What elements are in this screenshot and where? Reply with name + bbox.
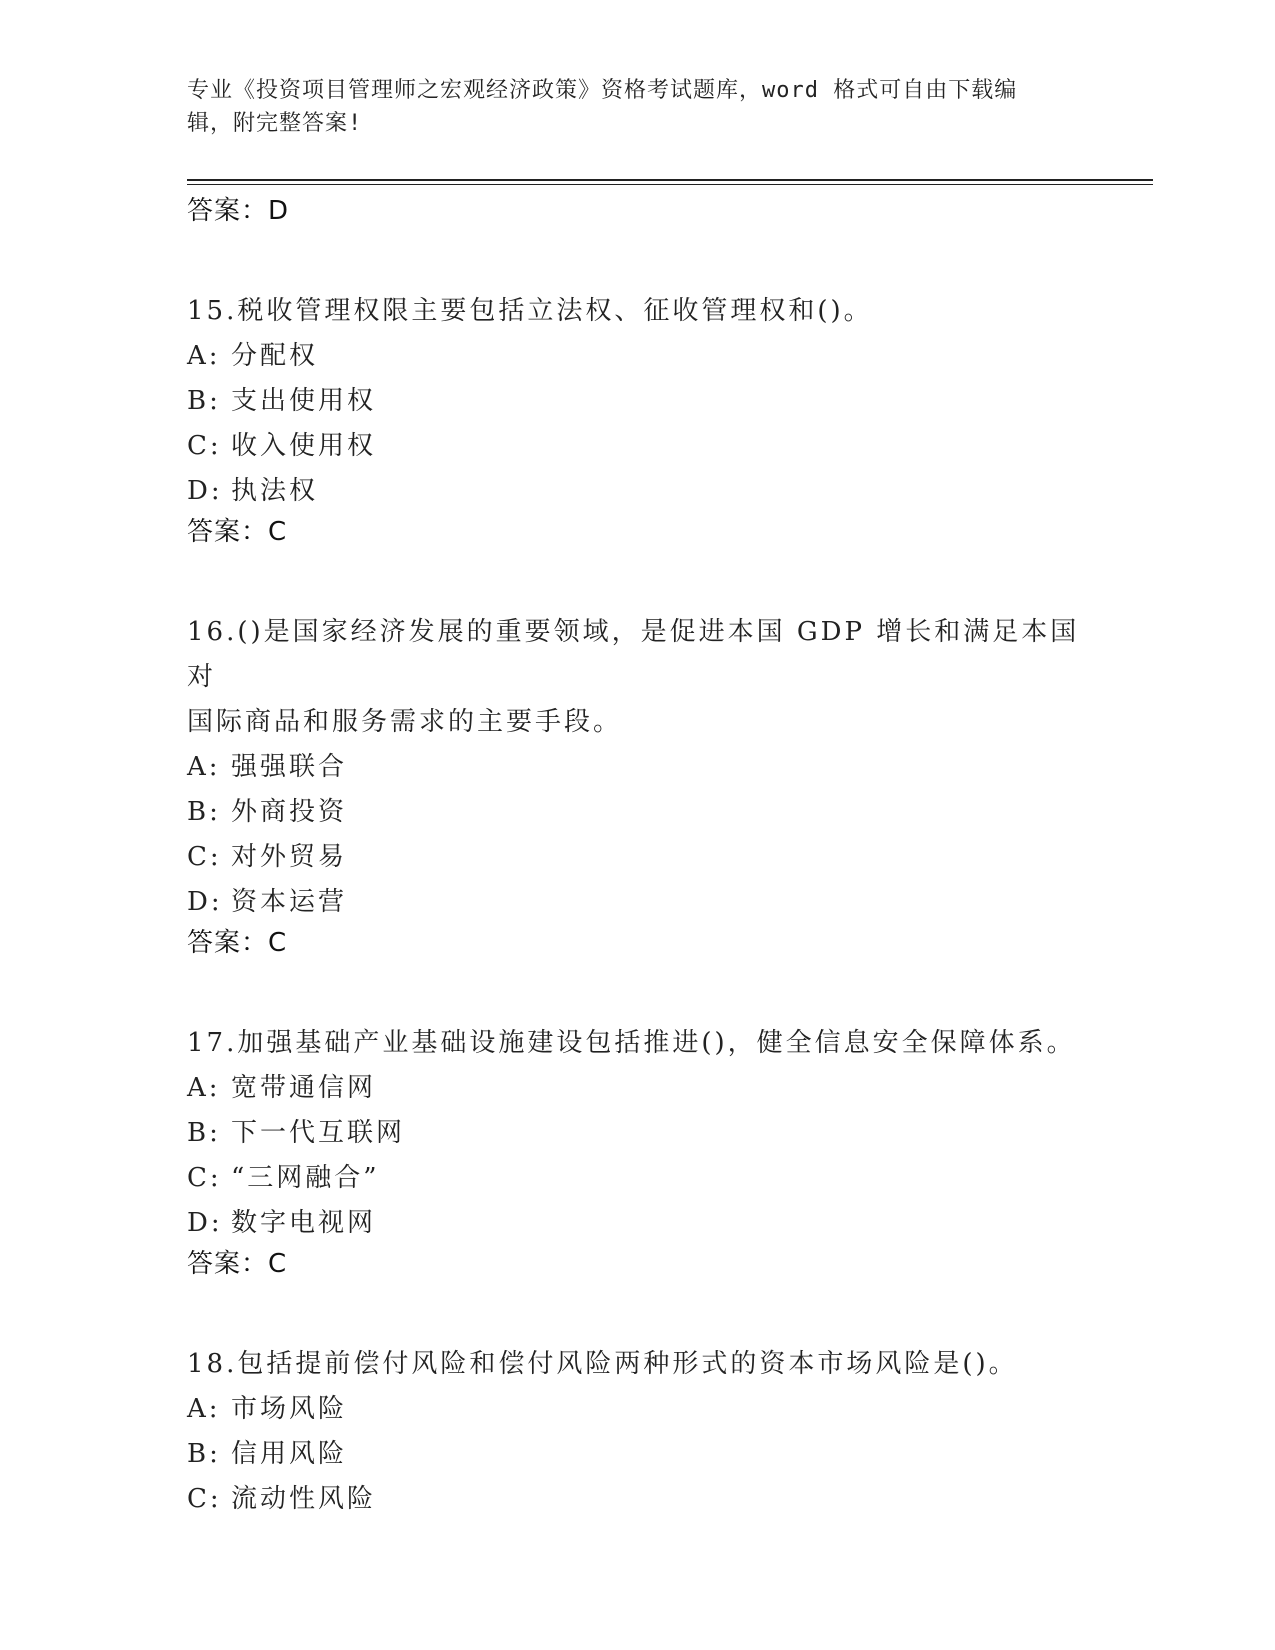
option-letter: A: [187, 752, 221, 782]
option-letter: C: [187, 1163, 222, 1193]
option-a [187, 745, 1087, 790]
question-16 [187, 610, 1087, 961]
option-letter: D: [187, 1208, 223, 1238]
option-text: 市场风险 [231, 1394, 348, 1424]
option-letter: C: [187, 842, 222, 872]
option-b [187, 379, 1087, 424]
option-c [187, 835, 1087, 880]
option-text: 对外贸易 [231, 842, 348, 872]
option-letter: A: [187, 1394, 221, 1424]
header-divider-thick [187, 179, 1153, 181]
option-c [187, 1156, 1087, 1201]
header-line-1: 专业《投资项目管理师之宏观经济政策》资格考试题库，word 格式可自由下载编 [187, 78, 1018, 103]
option-d [187, 469, 1087, 514]
option-d [187, 880, 1087, 925]
question-15 [187, 289, 1087, 550]
option-b [187, 1432, 1087, 1477]
answer-line: 答案：C [187, 1249, 288, 1279]
answer-line: 答案：D [187, 196, 290, 226]
option-a [187, 1387, 1087, 1432]
question-text: 17.加强基础产业基础设施建设包括推进()，健全信息安全保障体系。 [187, 1028, 1076, 1058]
option-c [187, 1477, 1087, 1522]
option-text: 流动性风险 [231, 1484, 377, 1514]
option-b [187, 790, 1087, 835]
option-letter: C: [187, 1484, 222, 1514]
option-letter: A: [187, 1073, 221, 1103]
option-text: 强强联合 [231, 752, 348, 782]
option-letter: B: [187, 1439, 221, 1469]
option-text: 资本运营 [231, 887, 348, 917]
option-letter: C: [187, 431, 222, 461]
question-text: 18.包括提前偿付风险和偿付风险两种形式的资本市场风险是()。 [187, 1349, 1018, 1379]
option-text: 执法权 [231, 476, 319, 506]
question-text: 15.税收管理权限主要包括立法权、征收管理权和()。 [187, 296, 873, 326]
option-letter: D: [187, 476, 223, 506]
option-d [187, 1201, 1087, 1246]
question-17 [187, 1021, 1087, 1282]
option-letter: A: [187, 341, 221, 371]
option-text: 信用风险 [231, 1439, 348, 1469]
document-header [187, 74, 1067, 140]
option-text: 支出使用权 [231, 386, 377, 416]
header-line-2: 辑，附完整答案! [187, 111, 363, 136]
option-a [187, 1066, 1087, 1111]
option-text: 收入使用权 [231, 431, 377, 461]
option-letter: B: [187, 1118, 221, 1148]
header-divider-thin [187, 184, 1153, 185]
option-text: 下一代互联网 [231, 1118, 406, 1148]
question-18 [187, 1342, 1087, 1522]
option-text: “三网融合” [231, 1163, 380, 1193]
option-text: 外商投资 [231, 797, 348, 827]
option-a [187, 334, 1087, 379]
question-text-line-1: 16.()是国家经济发展的重要领域，是促进本国 GDP 增长和满足本国对 [187, 617, 1080, 692]
option-b [187, 1111, 1087, 1156]
question-text-line-2: 国际商品和服务需求的主要手段。 [187, 707, 623, 737]
answer-line: 答案：C [187, 928, 288, 958]
option-text: 宽带通信网 [231, 1073, 377, 1103]
option-c [187, 424, 1087, 469]
option-letter: B: [187, 386, 221, 416]
option-letter: D: [187, 887, 223, 917]
question-list [187, 190, 1087, 1522]
option-text: 分配权 [231, 341, 319, 371]
answer-line: 答案：C [187, 517, 288, 547]
option-letter: B: [187, 797, 221, 827]
option-text: 数字电视网 [231, 1208, 377, 1238]
